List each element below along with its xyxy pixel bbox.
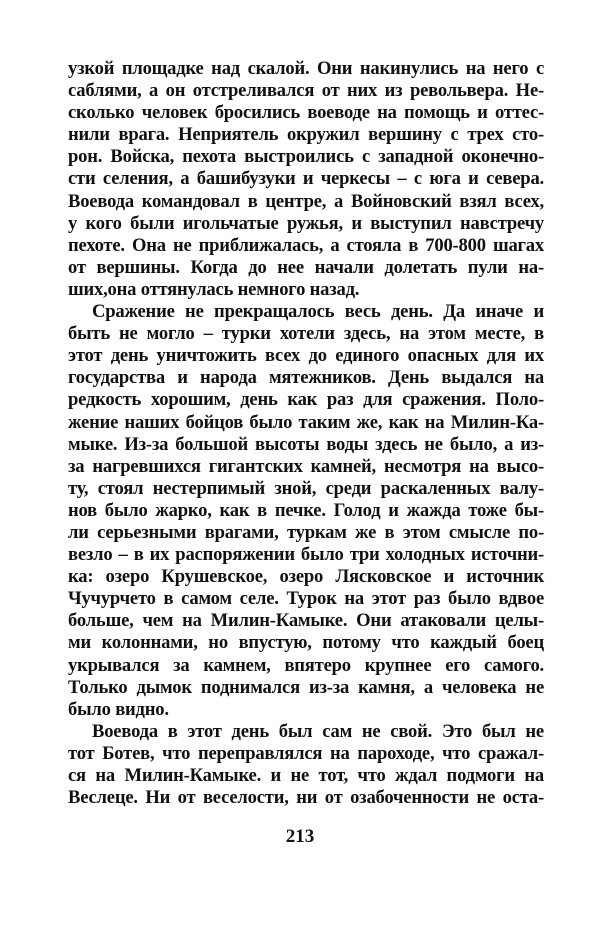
text-line: Воевода командовал в центре, а Войновский взял всех, [68, 190, 544, 212]
text-line: Сражение не прекращалось весь день. Да иначе и [92, 301, 544, 323]
text-line: ших,она оттянулась немного назад. [68, 278, 360, 300]
text-line: у кого были игольчатые ружья, и выступил навстречу [68, 212, 544, 234]
text-line: жение наших бойцов было таким же, как на Милин-Ка- [68, 411, 544, 433]
page-body [68, 58, 544, 809]
text-line: от вершины. Когда до нее начали долетать пули на- [68, 256, 544, 278]
text-line: за нагревшихся гигантских камней, несмотря на высо- [68, 455, 544, 477]
text-line: тот Ботев, что переправлялся на пароходе, что сражал- [68, 742, 544, 764]
text-line: государства и народа мятежников. День выдался на [68, 367, 544, 389]
text-line: мыке. Из-за большой высоты воды здесь не было, а из- [68, 433, 544, 455]
text-line: этот день уничтожить всех до единого опасных для их [68, 345, 544, 367]
text-line: везло – в их распоряжении было три холодных источни- [68, 544, 544, 566]
text-line: Веслеце. Ни от веселости, ни от озабоченности не оста- [68, 787, 544, 809]
text-line: Только дымок поднимался из-за камня, а человека не [68, 676, 544, 698]
text-line: сти селения, а башибузуки и черкесы – с юга и севера. [68, 168, 544, 190]
text-line: было видно. [68, 698, 169, 720]
paragraph [68, 721, 544, 809]
text-line: больше, чем на Милин-Камыке. Они атаковали целы- [68, 610, 544, 632]
text-line: узкой площадке над скалой. Они накинулись на него с [68, 58, 544, 79]
paragraph [68, 301, 544, 721]
text-line: Воевода в этот день был сам не свой. Это был не [92, 720, 544, 742]
text-line: редкость хорошим, день как раз для сражения. Поло- [68, 389, 544, 411]
text-line: саблями, а он отстреливался от них из револьвера. Не- [68, 80, 544, 102]
paragraph [68, 58, 544, 301]
text-line: укрывался за камнем, впятеро крупнее его самого. [68, 654, 544, 676]
text-line: нили врага. Неприятель окружил вершину с трех сто- [68, 124, 544, 146]
text-line: рон. Войска, пехота выстроились с западной оконечно- [68, 146, 544, 168]
text-line: быть не могло – турки хотели здесь, на этом месте, в [68, 323, 544, 345]
text-line: сколько человек бросились воеводе на помощь и оттес- [68, 102, 544, 124]
text-line: ту, стоял нестерпимый зной, среди раскаленных валу- [68, 477, 544, 499]
text-line: ся на Милин-Камыке. и не тот, что ждал подмоги на [68, 765, 544, 786]
text-line: Чучурчето в самом селе. Турок на этот раз было вдвое [68, 588, 544, 610]
text-line: ка: озеро Крушевское, озеро Лясковское и источник [68, 566, 544, 588]
page-number: 213 [285, 826, 315, 847]
text-line: нов было жарко, как в печке. Голод и жажда тоже бы- [68, 499, 544, 521]
text-line: ми колоннами, но впустую, потому что каждый боец [68, 632, 544, 654]
text-line: пехоте. Она не приближалась, а стояла в 700-800 шагах [68, 234, 544, 256]
text-line: ли серьезными врагами, туркам же в этом смысле по- [68, 521, 544, 543]
